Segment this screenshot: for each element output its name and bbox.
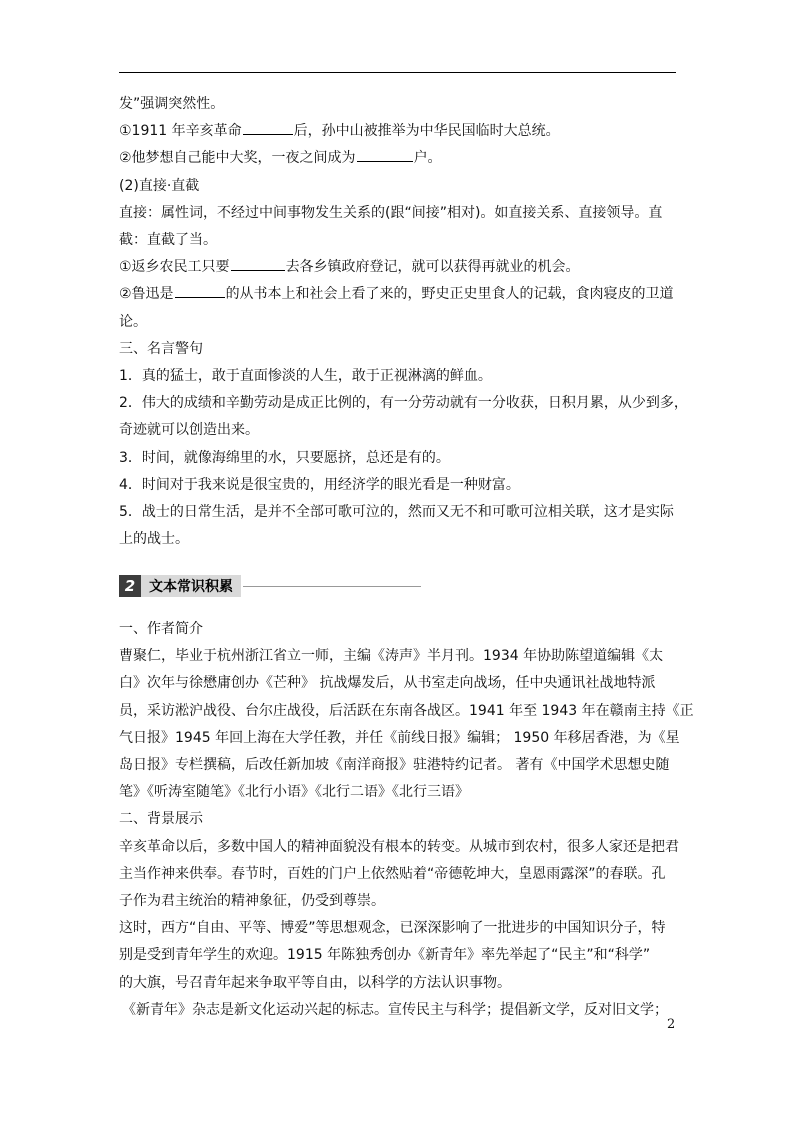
text-line: 岛日报》专栏撰稿，后改任新加坡《南洋商报》驻港特约记者。 著有《中国学术思想史随 (119, 757, 670, 773)
quote-item: 5．战士的日常生活，是并不全部可歌可泣的，然而又无不和可歌可泣相关联，这才是实际 (119, 504, 674, 520)
text-line: 发”强调突然性。 (119, 96, 225, 112)
text-line: 的大旗，号召青年起来争取平等自由，以科学的方法认识事物。 (119, 975, 511, 991)
section-divider (243, 586, 421, 587)
text-line: 奇迹就可以创造出来。 (119, 422, 259, 438)
heading-background: 二、背景展示 (119, 811, 203, 827)
quote-item: 3．时间，就像海绵里的水，只要愿挤，总还是有的。 (119, 450, 450, 466)
page-number: 2 (667, 1017, 676, 1032)
heading-quotes: 三、名言警句 (119, 341, 203, 357)
fill-blank-sentence-dream: ②他梦想自己能中大奖，一夜之间成为 户。 (119, 150, 442, 166)
text-line: 白》次年与徐懋庸创办《芒种》 抗战爆发后，从书室走向战场，任中央通讯社战地特派 (119, 675, 656, 691)
answer-blank[interactable] (357, 149, 413, 162)
text-line: 直接：属性词，不经过中间事物发生关系的(跟“间接”相对)。如直接关系、直接领导。直 (119, 205, 663, 221)
section-title: 文本常识积累 (149, 579, 233, 595)
text-line: 子作为君主统治的精神象征，仍受到尊崇。 (119, 893, 385, 909)
text-line: 气日报》1945 年回上海在大学任教，并任《前线日报》编辑； 1950 年移居香港，为《星 (119, 730, 680, 746)
text-line: 主当作神来供奉。春节时，百姓的门户上依然贴着“帝德乾坤大，皇恩雨露深”的春联。孔 (119, 866, 666, 882)
section-number-badge: 2 (119, 575, 141, 597)
answer-blank[interactable] (243, 122, 293, 135)
fill-blank-sentence-luxun: ②鲁迅是 的从书本上和社会上看了来的，野史正史里食人的记载，食肉寝皮的卫道 (119, 286, 674, 302)
text-line: 论。 (119, 314, 147, 330)
fill-blank-sentence-worker: ①返乡农民工只要 去各乡镇政府登记，就可以获得再就业的机会。 (119, 259, 580, 275)
quote-item: 1．真的猛士，敢于直面惨淡的人生，敢于正视淋漓的鲜血。 (119, 368, 492, 384)
text-line: 别是受到青年学生的欢迎。1915 年陈独秀创办《新青年》率先举起了“民主”和“科学” (119, 947, 651, 963)
subheading-zhijie: (2)直接·直截 (119, 178, 200, 194)
text-line: 截：直截了当。 (119, 232, 217, 248)
text-line: 辛亥革命以后，多数中国人的精神面貌没有根本的转变。从城市到农村，很多人家还是把君 (119, 839, 679, 855)
text-line: 员，采访淞沪战役、台尔庄战役，后活跃在东南各战区。1941 年至 1943 年在赣南主持《正 (119, 703, 694, 719)
quote-item: 2．伟大的成绩和辛勤劳动是成正比例的，有一分劳动就有一分收获，日积月累，从少到多， (119, 395, 688, 411)
text-line: 这时，西方“自由、平等、博爱”等思想观念，已深深影响了一批进步的中国知识分子，特 (119, 920, 666, 936)
text-line: 上的战士。 (119, 531, 189, 547)
answer-blank[interactable] (231, 258, 285, 271)
fill-blank-sentence-1911: ①1911 年辛亥革命 后，孙中山被推举为中华民国临时大总统。 (119, 123, 560, 139)
answer-blank[interactable] (175, 285, 225, 298)
text-line: 笔》《听涛室随笔》《北行小语》《北行二语》《北行三语》 (119, 784, 469, 800)
text-line: 曹聚仁，毕业于杭州浙江省立一师，主编《涛声》半月刊。1934 年协助陈望道编辑《太 (119, 648, 664, 664)
quote-item: 4．时间对于我来说是很宝贵的，用经济学的眼光看是一种财富。 (119, 477, 520, 493)
heading-author: 一、作者简介 (119, 621, 203, 637)
text-line: 《新青年》杂志是新文化运动兴起的标志。宣传民主与科学；提倡新文学，反对旧文学； (122, 1002, 668, 1018)
header-rule (119, 72, 676, 73)
